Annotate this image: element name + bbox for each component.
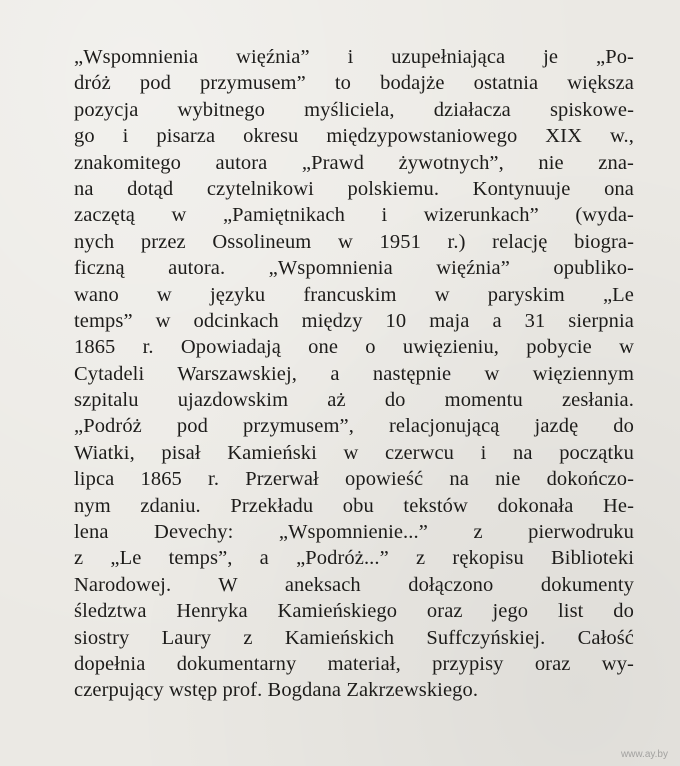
- text-line-18: nym zdaniu. Przekładu obu tekstów dokonała He-: [74, 494, 634, 517]
- text-line-8: nych przez Ossolineum w 1951 r.) relację biogra-: [74, 230, 634, 253]
- text-line-11: temps” w odcinkach między 10 maja a 31 sierpnia: [74, 309, 634, 332]
- text-line-3: pozycja wybitnego myśliciela, działacza spiskowe-: [74, 98, 634, 121]
- text-line-5: znakomitego autora „Prawd żywotnych”, nie zna-: [74, 151, 634, 174]
- text-line-24: dopełnia dokumentarny materiał, przypisy oraz wy-: [74, 652, 634, 675]
- text-line-22: śledztwa Henryka Kamieńskiego oraz jego list do: [74, 600, 634, 623]
- text-line-10: wano w języku francuskim w paryskim „Le: [74, 283, 634, 306]
- text-line-25: czerpujący wstęp prof. Bogdana Zakrzewskiego.: [74, 679, 479, 702]
- text-line-6: na dotąd czytelnikowi polskiemu. Kontynuuje ona: [74, 177, 634, 200]
- text-line-4: go i pisarza okresu międzypowstaniowego XIX w.,: [74, 125, 634, 148]
- text-line-23: siostry Laury z Kamieńskich Suffczyńskiej. Całość: [74, 626, 634, 649]
- text-line-7: zaczętą w „Pamiętnikach i wizerunkach” (wyda-: [74, 204, 634, 227]
- text-line-12: 1865 r. Opowiadają one o uwięzieniu, pobycie w: [74, 336, 634, 359]
- paragraph: [74, 44, 634, 704]
- text-line-19: lena Devechy: „Wspomnienie...” z pierwodruku: [74, 521, 634, 544]
- text-line-20: z „Le temps”, a „Podróż...” z rękopisu Biblioteki: [74, 547, 634, 570]
- watermark: www.ay.by: [620, 749, 668, 760]
- text-line-17: lipca 1865 r. Przerwał opowieść na nie dokończo-: [74, 468, 634, 491]
- text-line-2: dróż pod przymusem” to bodajże ostatnia większa: [74, 72, 634, 95]
- text-line-16: Wiatki, pisał Kamieński w czerwcu i na początku: [74, 441, 634, 464]
- text-line-14: szpitalu ujazdowskim aż do momentu zesłania.: [74, 389, 634, 412]
- text-line-1: „Wspomnienia więźnia” i uzupełniająca je „Po-: [74, 46, 634, 68]
- text-line-21: Narodowej. W aneksach dołączono dokumenty: [74, 573, 634, 596]
- text-line-13: Cytadeli Warszawskiej, a następnie w więziennym: [74, 362, 634, 385]
- text-line-9: ficzną autora. „Wspomnienia więźnia” opubliko-: [74, 257, 634, 280]
- text-line-15: „Podróż pod przymusem”, relacjonującą jazdę do: [74, 415, 634, 438]
